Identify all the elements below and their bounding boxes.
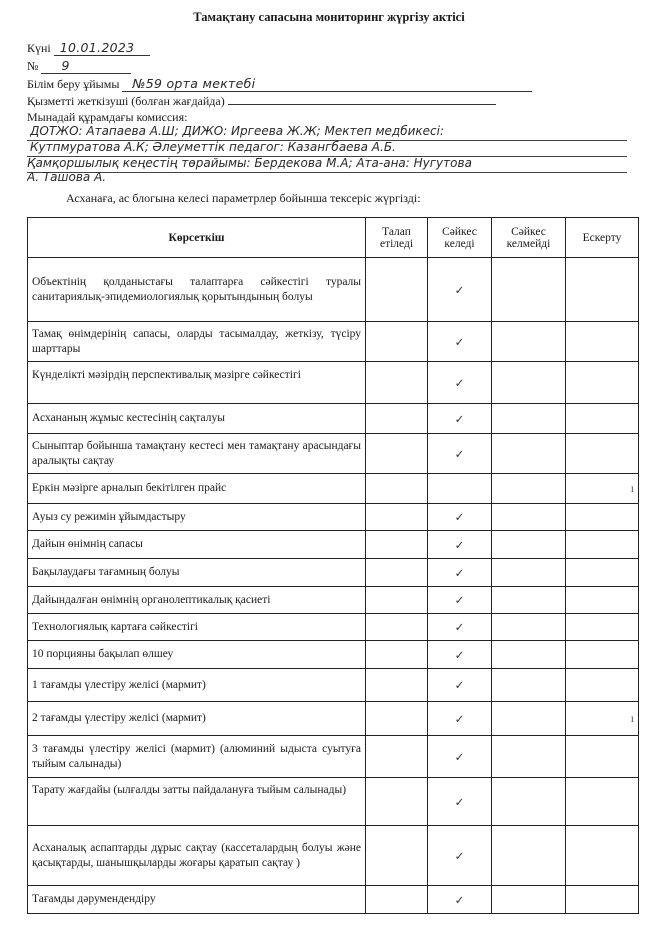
commission-line-2: Кутпмуратова А.К; Әлеуметтік педагог: Казангбаева А.Б. [30,140,396,154]
row-label: Тарату жағдайы (ылғалды затты пайдалануға тыйым салынады) [28,778,366,826]
row-not-meets [492,474,566,504]
row-label: Күнделікті мәзірдің перспективалық мәзірге сәйкестігі [28,362,366,404]
check-mark-icon: ✓ [428,258,492,322]
check-mark-icon: ✓ [428,587,492,614]
row-required [366,404,428,434]
header-required: Талап етіледі [366,218,428,258]
row-required [366,669,428,702]
row-not-meets [492,587,566,614]
date-line [27,40,150,56]
row-required [366,362,428,404]
document-title: Тамақтану сапасына мониторинг жүргізу актісі [193,10,465,24]
row-label: Дайындалған өнімнің органолептикалық қасиеті [28,587,366,614]
table-row [28,258,639,322]
row-not-meets [492,886,566,914]
date-value: 10.01.2023 [54,40,150,56]
commission-line-1: ДОТЖО: Атапаева А.Ш; ДИЖО: Иргеева Ж.Ж; Мектеп медбикесі: [30,124,445,138]
number-line [27,58,131,74]
row-not-meets [492,826,566,886]
header-indicator: Көрсеткіш [28,218,366,258]
row-required [366,702,428,736]
table-row [28,559,639,587]
table-header-row [28,218,639,258]
commission-label: Мынадай құрамдағы комиссия: [27,110,188,124]
row-required [366,641,428,669]
row-not-meets [492,559,566,587]
row-note: ı [566,474,639,504]
table-row [28,322,639,362]
check-mark-icon: ✓ [428,559,492,587]
row-required [366,258,428,322]
row-required [366,531,428,559]
row-note [566,826,639,886]
row-note [566,434,639,474]
row-required [366,559,428,587]
table-row [28,504,639,531]
row-required [366,886,428,914]
check-mark-icon: ✓ [428,504,492,531]
row-not-meets [492,434,566,474]
check-mark-icon: ✓ [428,641,492,669]
row-label: Асханалық аспаптарды дұрыс сақтау (кассеталардың болуы және қасықтарды, шанышқыларды жоғары қаратып сақтау ) [28,826,366,886]
row-label: Еркін мәзірге арналып бекітілген прайс [28,474,366,504]
row-label: Тамақ өнімдерінің сапасы, оларды тасымалдау, жеткізу, түсіру шарттары [28,322,366,362]
check-mark-icon: ✓ [428,778,492,826]
row-note [566,322,639,362]
check-mark-icon: ✓ [428,886,492,914]
table-row [28,736,639,778]
check-mark-icon: ✓ [428,614,492,641]
check-mark-icon: ✓ [428,736,492,778]
row-label: Дайын өнімнің сапасы [28,531,366,559]
table-row [28,641,639,669]
header-not-meets: Сәйкес келмейді [492,218,566,258]
row-note [566,258,639,322]
table-row [28,826,639,886]
check-mark-icon [428,474,492,504]
row-note [566,531,639,559]
row-note [566,587,639,614]
row-not-meets [492,404,566,434]
row-label: Объектінің қолданыстағы талаптарға сәйкестігі туралы санитариялық-эпидемиологиялық қорытындының болуы [28,258,366,322]
row-label: 10 порцияны бақылап өлшеу [28,641,366,669]
row-label: Технологиялық картаға сәйкестігі [28,614,366,641]
supplier-value-line [228,104,496,105]
table-row [28,531,639,559]
header-note: Ескерту [566,218,639,258]
row-label: 2 тағамды үлестіру желісі (мармит) [28,702,366,736]
row-note [566,362,639,404]
row-label: 3 тағамды үлестіру желісі (мармит) (алюминий ыдыста суытуға тыйым салынады) [28,736,366,778]
row-required [366,434,428,474]
check-mark-icon: ✓ [428,826,492,886]
row-note [566,614,639,641]
row-label: Асхананың жұмыс кестесінің сақталуы [28,404,366,434]
row-required [366,474,428,504]
row-not-meets [492,531,566,559]
check-mark-icon: ✓ [428,669,492,702]
row-not-meets [492,504,566,531]
row-required [366,614,428,641]
date-label: Күні [27,41,51,55]
row-required [366,826,428,886]
monitoring-table [27,217,639,914]
row-not-meets [492,736,566,778]
row-not-meets [492,669,566,702]
check-mark-icon: ✓ [428,404,492,434]
row-not-meets [492,702,566,736]
header-meets: Сәйкес келеді [428,218,492,258]
number-value: 9 [41,58,131,74]
row-not-meets [492,641,566,669]
check-mark-icon: ✓ [428,531,492,559]
table-row [28,669,639,702]
table-row [28,886,639,914]
table-row [28,474,639,504]
row-note [566,736,639,778]
table-row [28,587,639,614]
intro-text: Асханаға, ас блогына келесі параметрлер бойынша тексеріс жүргізді: [66,191,421,205]
check-mark-icon: ✓ [428,434,492,474]
table-row [28,614,639,641]
row-not-meets [492,322,566,362]
row-note [566,641,639,669]
row-required [366,322,428,362]
number-label: № [27,59,39,73]
row-label: Сыныптар бойынша тамақтану кестесі мен тамақтану арасындағы аралықты сақтау [28,434,366,474]
table-row [28,404,639,434]
row-label: Ауыз су режимін ұйымдастыру [28,504,366,531]
row-label: 1 тағамды үлестіру желісі (мармит) [28,669,366,702]
table-row [28,434,639,474]
row-not-meets [492,778,566,826]
org-label: Білім беру ұйымы [27,77,120,91]
check-mark-icon: ✓ [428,322,492,362]
commission-line-3: Қамқоршылық кеңестің төрайымы: Бердекова М.А; Ата-ана: Нугутова [27,156,472,170]
org-value: №59 орта мектебі [122,76,532,92]
table-row [28,702,639,736]
row-not-meets [492,614,566,641]
row-required [366,504,428,531]
table-row [28,778,639,826]
supplier-label: Қызметті жеткізуші (болған жағдайда) [27,94,225,108]
check-mark-icon: ✓ [428,362,492,404]
row-not-meets [492,362,566,404]
check-mark-icon: ✓ [428,702,492,736]
row-note [566,886,639,914]
row-required [366,778,428,826]
row-note [566,778,639,826]
row-required [366,587,428,614]
row-note [566,504,639,531]
supplier-line [27,94,496,109]
row-required [366,736,428,778]
row-label: Тағамды дәрумендендіру [28,886,366,914]
row-label: Бақылаудағы тағамның болуы [28,559,366,587]
table-body [28,258,639,914]
row-note [566,404,639,434]
row-note: ı [566,702,639,736]
row-note [566,559,639,587]
commission-line-4: А. Ташова А. [27,170,107,184]
org-line [27,76,532,92]
table-row [28,362,639,404]
row-not-meets [492,258,566,322]
row-note [566,669,639,702]
